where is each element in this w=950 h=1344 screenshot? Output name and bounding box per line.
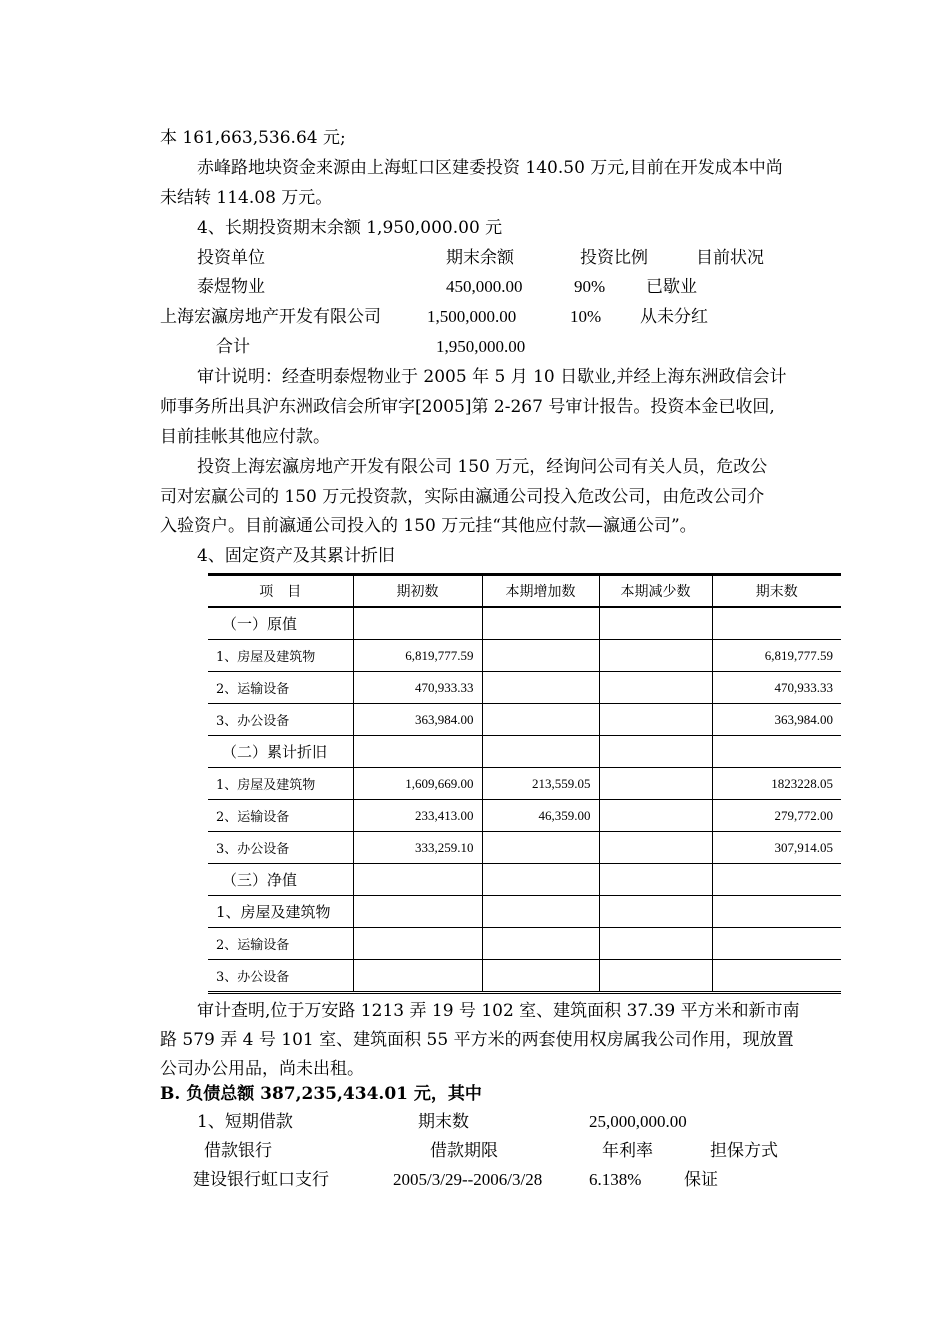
table-row (208, 672, 841, 704)
table-cell (712, 607, 841, 640)
table-cell (599, 864, 712, 896)
row-label: 3、办公设备 (208, 832, 353, 864)
loan-header-guarantee: 担保方式 (710, 1141, 778, 1161)
table-cell (599, 832, 712, 864)
investment-total-value: 1,950,000.00 (436, 337, 526, 356)
table-cell (599, 896, 712, 928)
table-cell: 46,359.00 (482, 800, 599, 832)
investment-header-ratio: 投资比例 (580, 248, 648, 268)
table-cell (482, 736, 599, 768)
table-row (208, 800, 841, 832)
table-cell (712, 960, 841, 993)
liabilities-heading: B. 负债总额 387,235,434.01 元，其中 (160, 1084, 482, 1104)
table-cell (599, 607, 712, 640)
investment-unit: 上海宏瀛房地产开发有限公司 (160, 307, 381, 327)
row-label: 3、办公设备 (208, 960, 353, 993)
table-cell: 363,984.00 (353, 704, 482, 736)
fixed-assets-table (208, 573, 841, 994)
loan-header-term: 借款期限 (430, 1141, 498, 1161)
table-cell: 363,984.00 (712, 704, 841, 736)
table-cell (599, 736, 712, 768)
table-cell (712, 896, 841, 928)
table-cell (482, 928, 599, 960)
investment-balance: 450,000.00 (446, 277, 523, 296)
text-line: 入验资户。目前瀛通公司投入的 150 万元挂“其他应付款—瀛通公司”。 (160, 516, 697, 536)
table-cell: 6,819,777.59 (353, 640, 482, 672)
table-cell (482, 640, 599, 672)
row-label: 1、房屋及建筑物 (208, 640, 353, 672)
text-line: 公司办公用品，尚未出租。 (160, 1059, 364, 1079)
column-header: 本期增加数 (482, 575, 599, 608)
table-cell: 279,772.00 (712, 800, 841, 832)
section-heading: 4、长期投资期末余额 1,950,000.00 元 (197, 218, 503, 238)
table-row (208, 607, 841, 640)
table-cell (599, 640, 712, 672)
row-label: （二）累计折旧 (208, 736, 353, 768)
end-label: 期末数 (418, 1112, 469, 1132)
table-cell (353, 864, 482, 896)
text-line: 审计说明：经查明泰煜物业于 2005 年 5 月 10 日歇业,并经上海东洲政信会计 (197, 367, 787, 387)
table-cell (712, 928, 841, 960)
row-label: 2、运输设备 (208, 800, 353, 832)
table-row (208, 736, 841, 768)
table-cell: 1,609,669.00 (353, 768, 482, 800)
loan-rate: 6.138% (589, 1170, 642, 1189)
row-label: 1、房屋及建筑物 (208, 896, 353, 928)
loan-guarantee: 保证 (684, 1170, 718, 1190)
table-row (208, 640, 841, 672)
table-cell: 470,933.33 (353, 672, 482, 704)
investment-total-label: 合计 (216, 337, 250, 357)
table-cell: 307,914.05 (712, 832, 841, 864)
loan-header-bank: 借款银行 (204, 1141, 272, 1161)
row-label: 3、办公设备 (208, 704, 353, 736)
text-line: 目前挂帐其他应付款。 (160, 427, 330, 447)
table-row (208, 896, 841, 928)
table-row (208, 928, 841, 960)
table-cell (482, 960, 599, 993)
table-cell (599, 928, 712, 960)
table-cell (353, 896, 482, 928)
table-cell (599, 960, 712, 993)
table-cell (712, 736, 841, 768)
table-cell (482, 832, 599, 864)
column-header: 本期减少数 (599, 575, 712, 608)
table-row (208, 960, 841, 993)
loan-term: 2005/3/29--2006/3/28 (393, 1170, 543, 1189)
column-header: 项 目 (208, 575, 353, 608)
text-line: 审计查明,位于万安路 1213 弄 19 号 102 室、建筑面积 37.39 平方米和新市南 (197, 1001, 800, 1021)
table-cell (353, 960, 482, 993)
investment-header-balance: 期末余额 (446, 248, 514, 268)
row-label: （三）净值 (208, 864, 353, 896)
table-cell (599, 800, 712, 832)
row-label: 1、房屋及建筑物 (208, 768, 353, 800)
column-header: 期末数 (712, 575, 841, 608)
row-label: 2、运输设备 (208, 672, 353, 704)
loan-bank: 建设银行虹口支行 (193, 1170, 329, 1190)
short-loan-label: 1、短期借款 (197, 1112, 293, 1132)
table-cell: 6,819,777.59 (712, 640, 841, 672)
table-cell (353, 736, 482, 768)
table-cell (482, 864, 599, 896)
table-cell (599, 672, 712, 704)
table-cell: 213,559.05 (482, 768, 599, 800)
investment-unit: 泰煜物业 (197, 277, 265, 297)
table-cell (353, 928, 482, 960)
table-header-row (208, 575, 841, 608)
text-line: 本 161,663,536.64 元; (160, 128, 346, 148)
table-cell (482, 896, 599, 928)
table-cell (599, 704, 712, 736)
text-line: 赤峰路地块资金来源由上海虹口区建委投资 140.50 万元,目前在开发成本中尚 (197, 158, 783, 178)
table-cell: 233,413.00 (353, 800, 482, 832)
table-cell (353, 607, 482, 640)
text-line: 路 579 弄 4 号 101 室、建筑面积 55 平方米的两套使用权房属我公司作用，现放置 (160, 1030, 794, 1050)
table-cell: 470,933.33 (712, 672, 841, 704)
row-label: （一）原值 (208, 607, 353, 640)
investment-ratio: 10% (570, 307, 602, 326)
table-row (208, 704, 841, 736)
column-header: 期初数 (353, 575, 482, 608)
table-cell: 1823228.05 (712, 768, 841, 800)
investment-header-status: 目前状况 (696, 248, 764, 268)
text-line: 司对宏赢公司的 150 万元投资款，实际由瀛通公司投入危改公司，由危改公司介 (160, 487, 765, 507)
table-cell (482, 704, 599, 736)
table-row (208, 832, 841, 864)
investment-header-unit: 投资单位 (197, 248, 265, 268)
table-row (208, 768, 841, 800)
text-line: 师事务所出具沪东洲政信会所审字[2005]第 2-267 号审计报告。投资本金已收回, (160, 397, 775, 417)
table-row (208, 864, 841, 896)
investment-status: 已歇业 (646, 277, 697, 297)
end-value: 25,000,000.00 (589, 1112, 687, 1131)
investment-balance: 1,500,000.00 (427, 307, 517, 326)
row-label: 2、运输设备 (208, 928, 353, 960)
investment-ratio: 90% (574, 277, 606, 296)
section-heading: 4、固定资产及其累计折旧 (197, 546, 395, 566)
table-cell (599, 768, 712, 800)
text-line: 未结转 114.08 万元。 (160, 188, 333, 208)
table-cell (712, 864, 841, 896)
table-cell (482, 607, 599, 640)
loan-header-rate: 年利率 (602, 1141, 653, 1161)
investment-status: 从未分红 (640, 307, 708, 327)
table-cell (482, 672, 599, 704)
table-cell: 333,259.10 (353, 832, 482, 864)
text-line: 投资上海宏瀛房地产开发有限公司 150 万元，经询问公司有关人员，危改公 (197, 457, 768, 477)
